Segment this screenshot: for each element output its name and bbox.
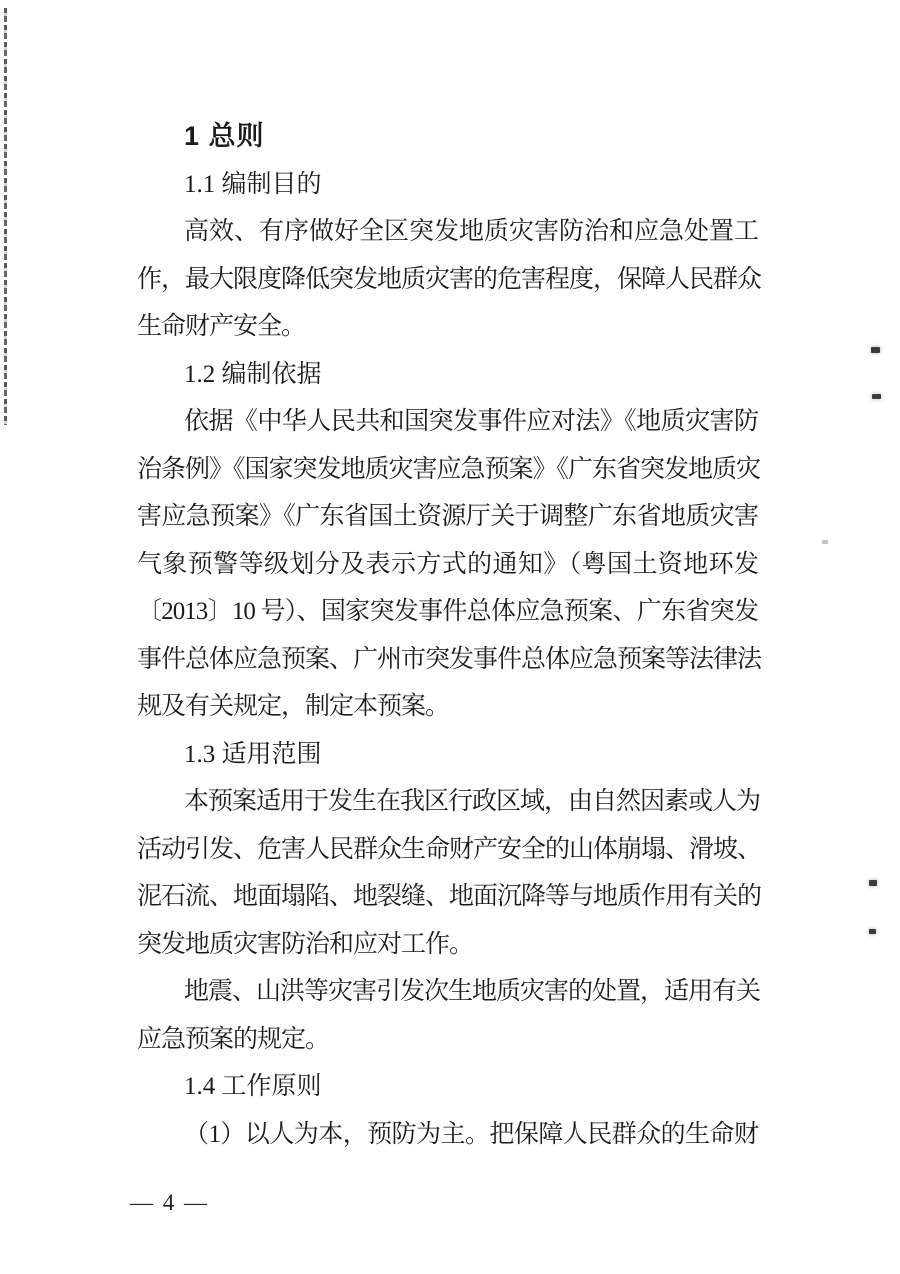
section-heading: 1.2 编制依据 <box>184 360 322 388</box>
text-line: 依据《中华人民共和国突发事件应对法》《地质灾害防 <box>184 408 758 435</box>
text-line: 规及有关规定，制定本预案。 <box>137 693 450 720</box>
text-line: 〔2013〕10 号）、国家突发事件总体应急预案、广东省突发 <box>137 598 758 625</box>
page-number: — 4 — <box>130 1190 209 1215</box>
scan-streak-artifact <box>4 8 7 425</box>
text-line: 害应急预案》《广东省国土资源厅关于调整广东省地质灾害 <box>137 503 758 530</box>
text-line: 活动引发、危害人民群众生命财产安全的山体崩塌、滑坡、 <box>137 835 762 863</box>
text-lines <box>137 113 762 1158</box>
text-line: 应急预案的规定。 <box>137 1025 330 1053</box>
scan-speck-icon <box>869 929 876 934</box>
text-line: 气象预警等级划分及表示方式的通知》（粤国土资地环发 <box>137 550 758 578</box>
text-line: 作，最大限度降低突发地质灾害的危害程度，保障人民群众 <box>137 265 762 293</box>
text-line: 生命财产安全。 <box>137 313 306 340</box>
scan-speck-icon <box>869 880 877 886</box>
scan-speck-icon <box>822 540 828 544</box>
section-heading: 1.3 适用范围 <box>184 740 322 768</box>
text-line: （1）以人为本，预防为主。把保障人民群众的生命财 <box>184 1120 758 1148</box>
text-line: 治条例》《国家突发地质灾害应急预案》《广东省突发地质灾 <box>137 455 761 483</box>
text-line: 事件总体应急预案、广州市突发事件总体应急预案等法律法 <box>137 645 762 673</box>
text-line: 高效、有序做好全区突发地质灾害防治和应急处置工 <box>184 218 758 245</box>
chapter-heading: 1 总则 <box>184 121 265 151</box>
text-line: 泥石流、地面塌陷、地裂缝、地面沉降等与地质作用有关的 <box>137 883 762 910</box>
text-line: 本预案适用于发生在我区行政区域，由自然因素或人为 <box>184 788 761 815</box>
scan-speck-icon <box>871 347 880 353</box>
scan-speck-icon <box>872 394 881 399</box>
section-heading: 1.4 工作原则 <box>184 1073 322 1100</box>
text-line: 突发地质灾害防治和应对工作。 <box>137 930 474 958</box>
section-heading: 1.1 编制目的 <box>184 170 322 198</box>
text-line: 地震、山洪等灾害引发次生地质灾害的处置，适用有关 <box>184 978 761 1005</box>
